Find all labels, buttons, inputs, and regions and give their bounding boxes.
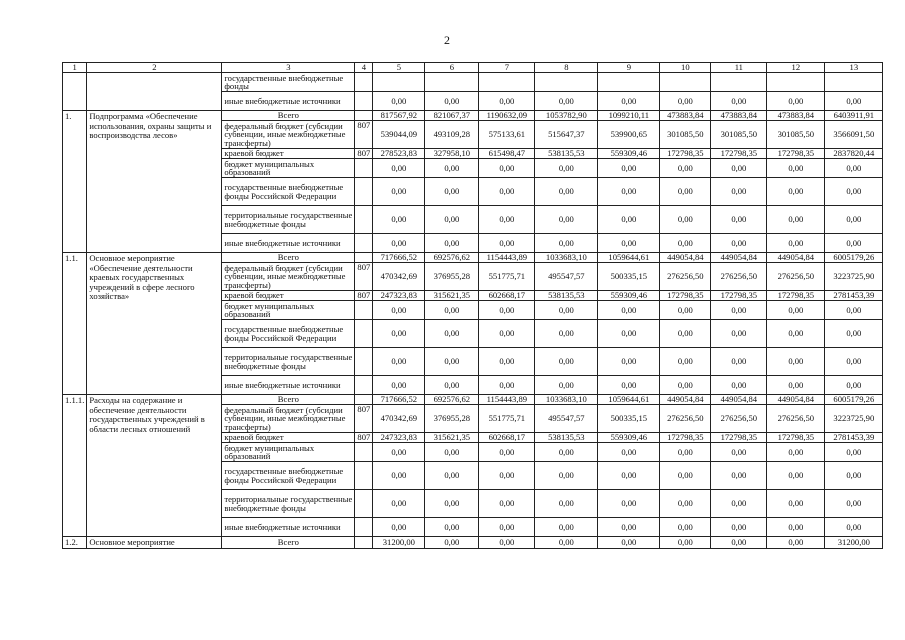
amount-cell: 0,00 <box>825 443 883 462</box>
header-row <box>63 63 883 73</box>
budget-code <box>355 253 373 263</box>
amount-cell: 247323,83 <box>373 433 425 443</box>
amount-cell: 500335,15 <box>598 263 660 291</box>
amount-cell: 0,00 <box>425 518 479 537</box>
amount-cell: 473883,84 <box>711 111 767 121</box>
amount-cell: 0,00 <box>660 518 711 537</box>
amount-cell <box>598 73 660 92</box>
amount-cell: 0,00 <box>825 92 883 111</box>
amount-cell: 3566091,50 <box>825 121 883 149</box>
header-cell: 8 <box>535 63 598 73</box>
budget-code <box>355 73 373 92</box>
amount-cell: 449054,84 <box>660 395 711 405</box>
amount-cell: 0,00 <box>479 462 535 490</box>
amount-cell: 31200,00 <box>825 537 883 549</box>
amount-cell: 0,00 <box>660 178 711 206</box>
budget-code <box>355 111 373 121</box>
amount-cell: 515647,37 <box>535 121 598 149</box>
amount-cell: 301085,50 <box>711 121 767 149</box>
header-cell: 7 <box>479 63 535 73</box>
amount-cell: 0,00 <box>598 443 660 462</box>
amount-cell: 0,00 <box>598 320 660 348</box>
amount-cell: 31200,00 <box>373 537 425 549</box>
funding-source: иные внебюджетные источники <box>222 92 355 111</box>
funding-source: территориальные государственные внебюджетные фонды <box>222 490 355 518</box>
amount-cell: 0,00 <box>535 320 598 348</box>
program-name <box>87 73 222 111</box>
amount-cell: 0,00 <box>598 92 660 111</box>
amount-cell: 0,00 <box>660 159 711 178</box>
amount-cell: 0,00 <box>767 320 825 348</box>
amount-cell: 0,00 <box>825 462 883 490</box>
amount-cell: 0,00 <box>660 537 711 549</box>
amount-cell: 0,00 <box>660 206 711 234</box>
budget-table <box>62 62 883 549</box>
amount-cell: 172798,35 <box>767 149 825 159</box>
amount-cell: 0,00 <box>660 92 711 111</box>
amount-cell: 0,00 <box>425 348 479 376</box>
amount-cell: 0,00 <box>825 159 883 178</box>
amount-cell <box>660 73 711 92</box>
budget-code: 807 <box>355 405 373 433</box>
amount-cell: 0,00 <box>373 234 425 253</box>
funding-source: иные внебюджетные источники <box>222 518 355 537</box>
funding-source: государственные внебюджетные фонды <box>222 73 355 92</box>
amount-cell: 539900,65 <box>598 121 660 149</box>
row-index: 1.1. <box>63 253 87 395</box>
amount-cell: 0,00 <box>479 537 535 549</box>
amount-cell: 692576,62 <box>425 253 479 263</box>
row-index: 1.2. <box>63 537 87 549</box>
amount-cell: 0,00 <box>660 320 711 348</box>
amount-cell: 1154443,89 <box>479 395 535 405</box>
amount-cell: 538135,53 <box>535 291 598 301</box>
amount-cell: 0,00 <box>711 348 767 376</box>
amount-cell: 0,00 <box>373 206 425 234</box>
amount-cell: 821067,37 <box>425 111 479 121</box>
program-name: Основное мероприятие <box>87 537 222 549</box>
amount-cell: 2781453,39 <box>825 433 883 443</box>
amount-cell: 0,00 <box>825 320 883 348</box>
amount-cell <box>373 73 425 92</box>
amount-cell: 1190632,09 <box>479 111 535 121</box>
amount-cell <box>711 73 767 92</box>
amount-cell: 0,00 <box>598 301 660 320</box>
amount-cell: 315621,35 <box>425 433 479 443</box>
amount-cell: 449054,84 <box>711 253 767 263</box>
funding-source: федеральный бюджет (субсидии субвенции, иные межбюджетные трансферты) <box>222 121 355 149</box>
amount-cell: 0,00 <box>479 490 535 518</box>
amount-cell: 0,00 <box>767 537 825 549</box>
table-row <box>63 537 883 549</box>
amount-cell: 6005179,26 <box>825 395 883 405</box>
amount-cell: 495547,57 <box>535 405 598 433</box>
amount-cell: 0,00 <box>767 348 825 376</box>
amount-cell: 0,00 <box>598 178 660 206</box>
amount-cell: 0,00 <box>535 462 598 490</box>
budget-code: 807 <box>355 263 373 291</box>
amount-cell <box>825 73 883 92</box>
amount-cell: 0,00 <box>767 159 825 178</box>
program-name: Основное мероприятие «Обеспечение деятельности краевых государственных учреждений в сфере лесного хозяйства» <box>87 253 222 395</box>
amount-cell: 0,00 <box>711 92 767 111</box>
amount-cell: 1053782,90 <box>535 111 598 121</box>
funding-source: иные внебюджетные источники <box>222 234 355 253</box>
funding-source: территориальные государственные внебюджетные фонды <box>222 348 355 376</box>
row-index <box>63 73 87 111</box>
funding-source: краевой бюджет <box>222 149 355 159</box>
budget-code <box>355 234 373 253</box>
amount-cell: 0,00 <box>373 490 425 518</box>
amount-cell: 0,00 <box>425 537 479 549</box>
amount-cell: 0,00 <box>660 376 711 395</box>
amount-cell: 0,00 <box>425 462 479 490</box>
amount-cell: 0,00 <box>825 376 883 395</box>
amount-cell: 1154443,89 <box>479 253 535 263</box>
amount-cell: 172798,35 <box>767 433 825 443</box>
amount-cell <box>425 73 479 92</box>
amount-cell: 717666,52 <box>373 253 425 263</box>
header-cell: 4 <box>355 63 373 73</box>
amount-cell: 493109,28 <box>425 121 479 149</box>
amount-cell: 0,00 <box>660 234 711 253</box>
amount-cell: 0,00 <box>479 443 535 462</box>
budget-code: 807 <box>355 291 373 301</box>
amount-cell: 449054,84 <box>767 253 825 263</box>
amount-cell: 2837820,44 <box>825 149 883 159</box>
header-cell: 6 <box>425 63 479 73</box>
amount-cell: 0,00 <box>535 518 598 537</box>
amount-cell: 817567,92 <box>373 111 425 121</box>
amount-cell <box>535 73 598 92</box>
amount-cell: 0,00 <box>767 462 825 490</box>
amount-cell: 0,00 <box>598 159 660 178</box>
amount-cell: 0,00 <box>479 178 535 206</box>
amount-cell: 0,00 <box>479 518 535 537</box>
amount-cell: 0,00 <box>425 234 479 253</box>
amount-cell: 470342,69 <box>373 263 425 291</box>
budget-code <box>355 159 373 178</box>
header-cell: 10 <box>660 63 711 73</box>
row-index: 1.1.1. <box>63 395 87 537</box>
funding-source: Всего <box>222 537 355 549</box>
amount-cell: 0,00 <box>711 178 767 206</box>
amount-cell: 0,00 <box>767 178 825 206</box>
amount-cell: 0,00 <box>373 92 425 111</box>
amount-cell: 0,00 <box>711 234 767 253</box>
funding-source: федеральный бюджет (субсидии субвенции, иные межбюджетные трансферты) <box>222 405 355 433</box>
funding-source: Всего <box>222 395 355 405</box>
amount-cell: 172798,35 <box>660 433 711 443</box>
amount-cell: 717666,52 <box>373 395 425 405</box>
amount-cell: 172798,35 <box>711 291 767 301</box>
amount-cell: 315621,35 <box>425 291 479 301</box>
program-name: Подпрограмма «Обеспечение использования, охраны защиты и воспроизводства лесов» <box>87 111 222 253</box>
amount-cell: 0,00 <box>535 92 598 111</box>
amount-cell: 538135,53 <box>535 149 598 159</box>
amount-cell: 0,00 <box>767 490 825 518</box>
amount-cell: 0,00 <box>373 159 425 178</box>
amount-cell: 376955,28 <box>425 405 479 433</box>
amount-cell: 0,00 <box>598 234 660 253</box>
amount-cell: 1099210,11 <box>598 111 660 121</box>
funding-source: краевой бюджет <box>222 291 355 301</box>
amount-cell: 0,00 <box>535 206 598 234</box>
amount-cell: 0,00 <box>598 518 660 537</box>
amount-cell: 0,00 <box>535 376 598 395</box>
amount-cell: 0,00 <box>767 234 825 253</box>
amount-cell: 0,00 <box>373 348 425 376</box>
amount-cell: 172798,35 <box>711 433 767 443</box>
page-number: 2 <box>444 33 450 47</box>
amount-cell: 172798,35 <box>660 149 711 159</box>
amount-cell: 0,00 <box>660 348 711 376</box>
amount-cell: 0,00 <box>598 490 660 518</box>
budget-code <box>355 320 373 348</box>
amount-cell: 1059644,61 <box>598 253 660 263</box>
amount-cell: 602668,17 <box>479 433 535 443</box>
funding-source: Всего <box>222 111 355 121</box>
amount-cell: 0,00 <box>535 234 598 253</box>
funding-source: бюджет муниципальных образований <box>222 159 355 178</box>
amount-cell: 0,00 <box>711 376 767 395</box>
amount-cell: 0,00 <box>373 462 425 490</box>
amount-cell: 0,00 <box>373 301 425 320</box>
funding-source: Всего <box>222 253 355 263</box>
amount-cell: 538135,53 <box>535 433 598 443</box>
amount-cell: 0,00 <box>767 92 825 111</box>
amount-cell: 0,00 <box>479 348 535 376</box>
amount-cell: 473883,84 <box>767 111 825 121</box>
amount-cell: 2781453,39 <box>825 291 883 301</box>
amount-cell: 0,00 <box>373 320 425 348</box>
amount-cell: 0,00 <box>425 178 479 206</box>
amount-cell: 500335,15 <box>598 405 660 433</box>
amount-cell: 0,00 <box>660 443 711 462</box>
amount-cell: 0,00 <box>535 490 598 518</box>
amount-cell: 0,00 <box>711 301 767 320</box>
amount-cell: 301085,50 <box>660 121 711 149</box>
amount-cell: 0,00 <box>825 348 883 376</box>
header-cell: 11 <box>711 63 767 73</box>
amount-cell: 449054,84 <box>767 395 825 405</box>
amount-cell: 276256,50 <box>660 263 711 291</box>
budget-code <box>355 178 373 206</box>
amount-cell: 301085,50 <box>767 121 825 149</box>
amount-cell: 0,00 <box>825 178 883 206</box>
amount-cell: 6005179,26 <box>825 253 883 263</box>
budget-code <box>355 518 373 537</box>
amount-cell: 0,00 <box>767 376 825 395</box>
amount-cell: 0,00 <box>711 443 767 462</box>
amount-cell: 0,00 <box>825 234 883 253</box>
amount-cell: 0,00 <box>479 159 535 178</box>
amount-cell: 0,00 <box>767 301 825 320</box>
header-cell: 13 <box>825 63 883 73</box>
amount-cell: 0,00 <box>825 301 883 320</box>
header-cell: 1 <box>63 63 87 73</box>
amount-cell: 692576,62 <box>425 395 479 405</box>
funding-source: государственные внебюджетные фонды Российской Федерации <box>222 178 355 206</box>
amount-cell: 0,00 <box>660 301 711 320</box>
amount-cell: 0,00 <box>711 518 767 537</box>
amount-cell: 0,00 <box>373 376 425 395</box>
amount-cell: 0,00 <box>425 490 479 518</box>
table-row <box>63 111 883 121</box>
budget-code <box>355 490 373 518</box>
budget-code: 807 <box>355 121 373 149</box>
amount-cell: 1033683,10 <box>535 253 598 263</box>
budget-code <box>355 395 373 405</box>
amount-cell: 559309,46 <box>598 291 660 301</box>
amount-cell: 0,00 <box>425 443 479 462</box>
amount-cell: 0,00 <box>479 301 535 320</box>
amount-cell: 0,00 <box>660 462 711 490</box>
funding-source: государственные внебюджетные фонды Российской Федерации <box>222 320 355 348</box>
amount-cell: 0,00 <box>425 376 479 395</box>
header-cell: 2 <box>87 63 222 73</box>
amount-cell: 278523,83 <box>373 149 425 159</box>
header-cell: 3 <box>222 63 355 73</box>
amount-cell: 0,00 <box>535 178 598 206</box>
amount-cell: 0,00 <box>767 518 825 537</box>
amount-cell: 473883,84 <box>660 111 711 121</box>
header-cell: 5 <box>373 63 425 73</box>
amount-cell: 470342,69 <box>373 405 425 433</box>
table-row <box>63 395 883 405</box>
amount-cell: 0,00 <box>373 443 425 462</box>
amount-cell: 1033683,10 <box>535 395 598 405</box>
amount-cell: 495547,57 <box>535 263 598 291</box>
amount-cell: 172798,35 <box>767 291 825 301</box>
amount-cell: 327958,10 <box>425 149 479 159</box>
funding-source: федеральный бюджет (субсидии субвенции, иные межбюджетные трансферты) <box>222 263 355 291</box>
amount-cell: 575133,61 <box>479 121 535 149</box>
amount-cell: 0,00 <box>711 462 767 490</box>
amount-cell: 172798,35 <box>660 291 711 301</box>
header-cell: 12 <box>767 63 825 73</box>
amount-cell: 0,00 <box>535 443 598 462</box>
amount-cell: 0,00 <box>479 92 535 111</box>
amount-cell: 0,00 <box>373 178 425 206</box>
budget-code <box>355 462 373 490</box>
amount-cell: 247323,83 <box>373 291 425 301</box>
budget-code <box>355 376 373 395</box>
funding-source: краевой бюджет <box>222 433 355 443</box>
amount-cell: 0,00 <box>825 518 883 537</box>
amount-cell: 172798,35 <box>711 149 767 159</box>
amount-cell: 0,00 <box>598 206 660 234</box>
table-row <box>63 253 883 263</box>
amount-cell: 0,00 <box>425 206 479 234</box>
amount-cell: 6403911,91 <box>825 111 883 121</box>
amount-cell: 0,00 <box>479 206 535 234</box>
amount-cell: 0,00 <box>535 159 598 178</box>
amount-cell: 0,00 <box>598 537 660 549</box>
amount-cell: 559309,46 <box>598 433 660 443</box>
amount-cell: 0,00 <box>767 443 825 462</box>
amount-cell <box>479 73 535 92</box>
header-cell: 9 <box>598 63 660 73</box>
funding-source: иные внебюджетные источники <box>222 376 355 395</box>
amount-cell <box>767 73 825 92</box>
amount-cell: 0,00 <box>425 92 479 111</box>
amount-cell: 0,00 <box>711 320 767 348</box>
amount-cell: 449054,84 <box>711 395 767 405</box>
amount-cell: 0,00 <box>711 206 767 234</box>
amount-cell: 0,00 <box>711 159 767 178</box>
amount-cell: 551775,71 <box>479 405 535 433</box>
row-index: 1. <box>63 111 87 253</box>
table-row <box>63 73 883 92</box>
amount-cell: 0,00 <box>598 348 660 376</box>
budget-code <box>355 537 373 549</box>
amount-cell: 539044,09 <box>373 121 425 149</box>
amount-cell: 559309,46 <box>598 149 660 159</box>
amount-cell: 0,00 <box>425 301 479 320</box>
amount-cell: 0,00 <box>825 490 883 518</box>
amount-cell: 276256,50 <box>660 405 711 433</box>
budget-code: 807 <box>355 149 373 159</box>
budget-code <box>355 348 373 376</box>
amount-cell: 0,00 <box>825 206 883 234</box>
amount-cell: 0,00 <box>479 376 535 395</box>
amount-cell: 0,00 <box>598 462 660 490</box>
amount-cell: 615498,47 <box>479 149 535 159</box>
amount-cell: 1059644,61 <box>598 395 660 405</box>
amount-cell: 449054,84 <box>660 253 711 263</box>
amount-cell: 276256,50 <box>767 405 825 433</box>
budget-code <box>355 92 373 111</box>
amount-cell: 276256,50 <box>711 405 767 433</box>
amount-cell: 0,00 <box>711 537 767 549</box>
budget-code: 807 <box>355 433 373 443</box>
amount-cell: 0,00 <box>425 159 479 178</box>
budget-code <box>355 443 373 462</box>
amount-cell: 276256,50 <box>767 263 825 291</box>
amount-cell: 3223725,90 <box>825 263 883 291</box>
amount-cell: 0,00 <box>711 490 767 518</box>
funding-source: бюджет муниципальных образований <box>222 443 355 462</box>
amount-cell: 0,00 <box>767 206 825 234</box>
funding-source: территориальные государственные внебюджетные фонды <box>222 206 355 234</box>
amount-cell: 3223725,90 <box>825 405 883 433</box>
funding-source: государственные внебюджетные фонды Российской Федерации <box>222 462 355 490</box>
budget-code <box>355 301 373 320</box>
amount-cell: 0,00 <box>479 234 535 253</box>
amount-cell: 0,00 <box>479 320 535 348</box>
amount-cell: 0,00 <box>660 490 711 518</box>
amount-cell: 276256,50 <box>711 263 767 291</box>
amount-cell: 0,00 <box>535 301 598 320</box>
amount-cell: 0,00 <box>425 320 479 348</box>
amount-cell: 376955,28 <box>425 263 479 291</box>
amount-cell: 602668,17 <box>479 291 535 301</box>
amount-cell: 0,00 <box>535 537 598 549</box>
amount-cell: 0,00 <box>598 376 660 395</box>
amount-cell: 0,00 <box>535 348 598 376</box>
funding-source: бюджет муниципальных образований <box>222 301 355 320</box>
program-name: Расходы на содержание и обеспечение деятельности государственных учреждений в области лесных отношений <box>87 395 222 537</box>
amount-cell: 0,00 <box>373 518 425 537</box>
budget-code <box>355 206 373 234</box>
amount-cell: 551775,71 <box>479 263 535 291</box>
